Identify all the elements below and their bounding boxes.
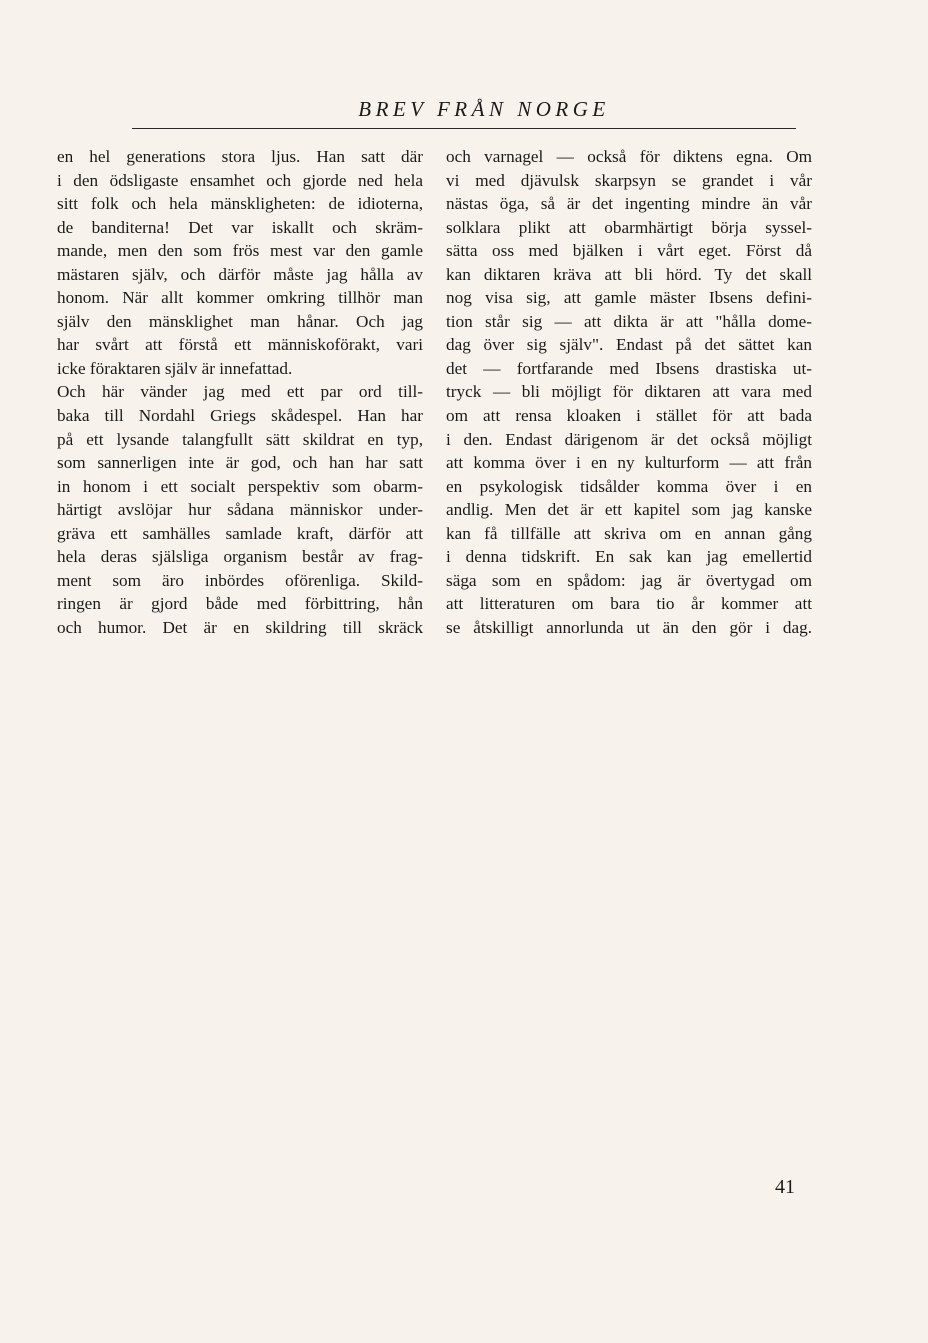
- text-line: och varnagel — också för diktens egna. Om: [446, 147, 812, 166]
- text-line: tryck — bli möjligt för diktaren att vara med: [446, 382, 812, 402]
- text-line: i den ödsligaste ensamhet och gjorde ned hela: [57, 170, 423, 190]
- text-line: har svårt att förstå ett människoförakt, vari: [57, 335, 423, 355]
- text-line: att komma över i en ny kulturform — att från: [446, 453, 812, 473]
- text-line: se åtskilligt annorlunda ut än den gör i dag.: [446, 617, 812, 637]
- text-line: dag över sig själv". Endast på det sättet kan: [446, 335, 812, 355]
- text-line: Och här vänder jag med ett par ord till-: [57, 382, 423, 402]
- running-title: BREV FRÅN NORGE: [358, 97, 610, 121]
- text-line: säga som en spådom: jag är övertygad om: [446, 570, 812, 590]
- text-line: i den. Endast därigenom är det också möjligt: [446, 429, 812, 449]
- text-line: kan få tillfälle att skriva om en annan gång: [446, 523, 812, 543]
- header-rule: [132, 128, 796, 129]
- text-line: solklara plikt att obarmhärtigt börja syssel-: [446, 217, 812, 237]
- text-line: icke föraktaren själv är innefattad.: [57, 358, 293, 378]
- text-line: att litteraturen om bara tio år kommer att: [446, 594, 812, 614]
- text-line: mästaren själv, och därför måste jag hålla av: [57, 264, 423, 284]
- text-line: härtigt avslöjar hur sådana människor under-: [57, 500, 423, 520]
- text-line: på ett lysande talangfullt sätt skildrat en typ,: [57, 429, 423, 449]
- text-line: en psykologisk tidsålder komma över i en: [446, 476, 812, 496]
- text-line: honom. När allt kommer omkring tillhör man: [57, 288, 423, 308]
- text-line: tion står sig — att dikta är att "hålla dome-: [446, 311, 812, 331]
- text-line: om att rensa kloaken i stället för att bada: [446, 406, 812, 426]
- text-line: en hel generations stora ljus. Han satt där: [57, 147, 423, 166]
- text-line: sitt folk och hela mänskligheten: de idioterna,: [57, 194, 423, 214]
- text-line: de banditerna! Det var iskallt och skräm-: [57, 217, 423, 237]
- text-line: nog visa sig, att gamle mäster Ibsens defini-: [446, 288, 812, 308]
- text-line: mande, men den som frös mest var den gamle: [57, 241, 423, 261]
- text-line: hela deras själsliga organism består av frag-: [57, 547, 423, 567]
- left-text-column: [57, 145, 423, 639]
- text-line: i denna tidskrift. En sak kan jag emellertid: [446, 547, 812, 567]
- text-line: baka till Nordahl Griegs skådespel. Han har: [57, 406, 423, 426]
- text-line: som sannerligen inte är god, och han har satt: [57, 453, 423, 473]
- text-line: och humor. Det är en skildring till skräck: [57, 617, 423, 637]
- text-line: kan diktaren kräva att bli hörd. Ty det skall: [446, 264, 812, 284]
- text-line: vi med djävulsk skarpsyn se grandet i vår: [446, 170, 812, 190]
- text-line: nästas öga, så är det ingenting mindre än vår: [446, 194, 812, 214]
- text-line: det — fortfarande med Ibsens drastiska ut-: [446, 358, 812, 378]
- text-line: sätta oss med bjälken i vårt eget. Först då: [446, 241, 812, 261]
- text-line: gräva ett samhälles samlade kraft, därför att: [57, 523, 423, 543]
- right-text-column: [446, 145, 812, 639]
- text-line: ringen är gjord både med förbittring, hån: [57, 594, 423, 614]
- text-line: in honom i ett socialt perspektiv som obarm-: [57, 476, 423, 496]
- text-line: själv den mänsklighet man hånar. Och jag: [57, 311, 423, 331]
- text-line: andlig. Men det är ett kapitel som jag kanske: [446, 500, 812, 520]
- text-line: ment som äro inbördes oförenliga. Skild-: [57, 570, 423, 590]
- page-number: 41: [775, 1176, 795, 1198]
